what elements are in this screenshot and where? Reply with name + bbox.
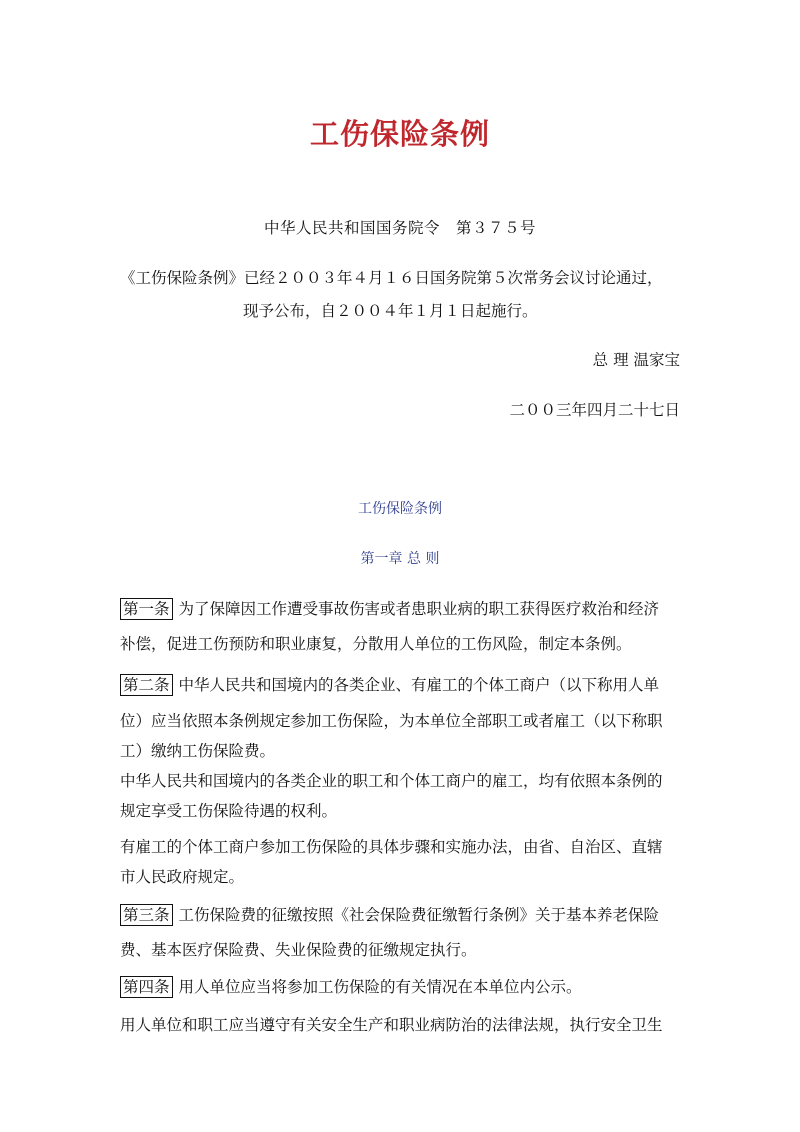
document-title: 工伤保险条例 <box>309 117 490 151</box>
article-2-line-1 <box>120 674 659 696</box>
article-1-line-2: 补偿，促进工伤预防和职业康复，分散用人单位的工伤风险，制定本条例。 <box>120 635 632 653</box>
decree-number: 中华人民共和国国务院令 第３７５号 <box>263 219 536 237</box>
article-1-line-1 <box>120 598 659 620</box>
issue-date: 二００三年四月二十七日 <box>509 401 680 419</box>
article-2-line-7: 市人民政府规定。 <box>120 868 245 886</box>
article-2-label: 第二条 <box>120 674 173 696</box>
article-4-text-1: 用人单位应当将参加工伤保险的有关情况在本单位内公示。 <box>178 978 582 996</box>
article-2-line-5: 规定享受工伤保险待遇的权利。 <box>120 802 338 820</box>
chapter-heading: 第一章 总 则 <box>360 551 440 567</box>
article-2-line-3: 工）缴纳工伤保险费。 <box>120 742 276 760</box>
article-2-text-1: 中华人民共和国境内的各类企业、有雇工的个体工商户（以下称用人单 <box>178 676 660 694</box>
article-4-line-1 <box>120 976 582 998</box>
article-2-line-2: 位）应当依照本条例规定参加工伤保险，为本单位全部职工或者雇工（以下称职 <box>120 712 663 730</box>
article-3-line-1 <box>120 904 659 926</box>
article-2-line-6: 有雇工的个体工商户参加工伤保险的具体步骤和实施办法，由省、自治区、直辖 <box>120 838 663 856</box>
article-2-line-4: 中华人民共和国境内的各类企业的职工和个体工商户的雇工，均有依照本条例的 <box>120 772 663 790</box>
publication-notice-line-1: 《工伤保险条例》已经２００３年４月１６日国务院第５次常务会议讨论通过， <box>120 269 663 287</box>
article-1-text-1: 为了保障因工作遭受事故伤害或者患职业病的职工获得医疗救治和经济 <box>178 600 660 618</box>
article-3-text-1: 工伤保险费的征缴按照《社会保险费征缴暂行条例》关于基本养老保险 <box>178 906 660 924</box>
article-3-line-2: 费、基本医疗保险费、失业保险费的征缴规定执行。 <box>120 941 477 959</box>
regulation-subtitle: 工伤保险条例 <box>358 501 442 517</box>
premier-signature: 总 理 温家宝 <box>592 351 680 369</box>
article-4-label: 第四条 <box>120 976 173 998</box>
article-1-label: 第一条 <box>120 598 173 620</box>
article-4-line-2: 用人单位和职工应当遵守有关安全生产和职业病防治的法律法规，执行安全卫生 <box>120 1016 663 1034</box>
article-3-label: 第三条 <box>120 904 173 926</box>
publication-notice-line-2: 现予公布，自２００４年１月１日起施行。 <box>243 302 538 320</box>
